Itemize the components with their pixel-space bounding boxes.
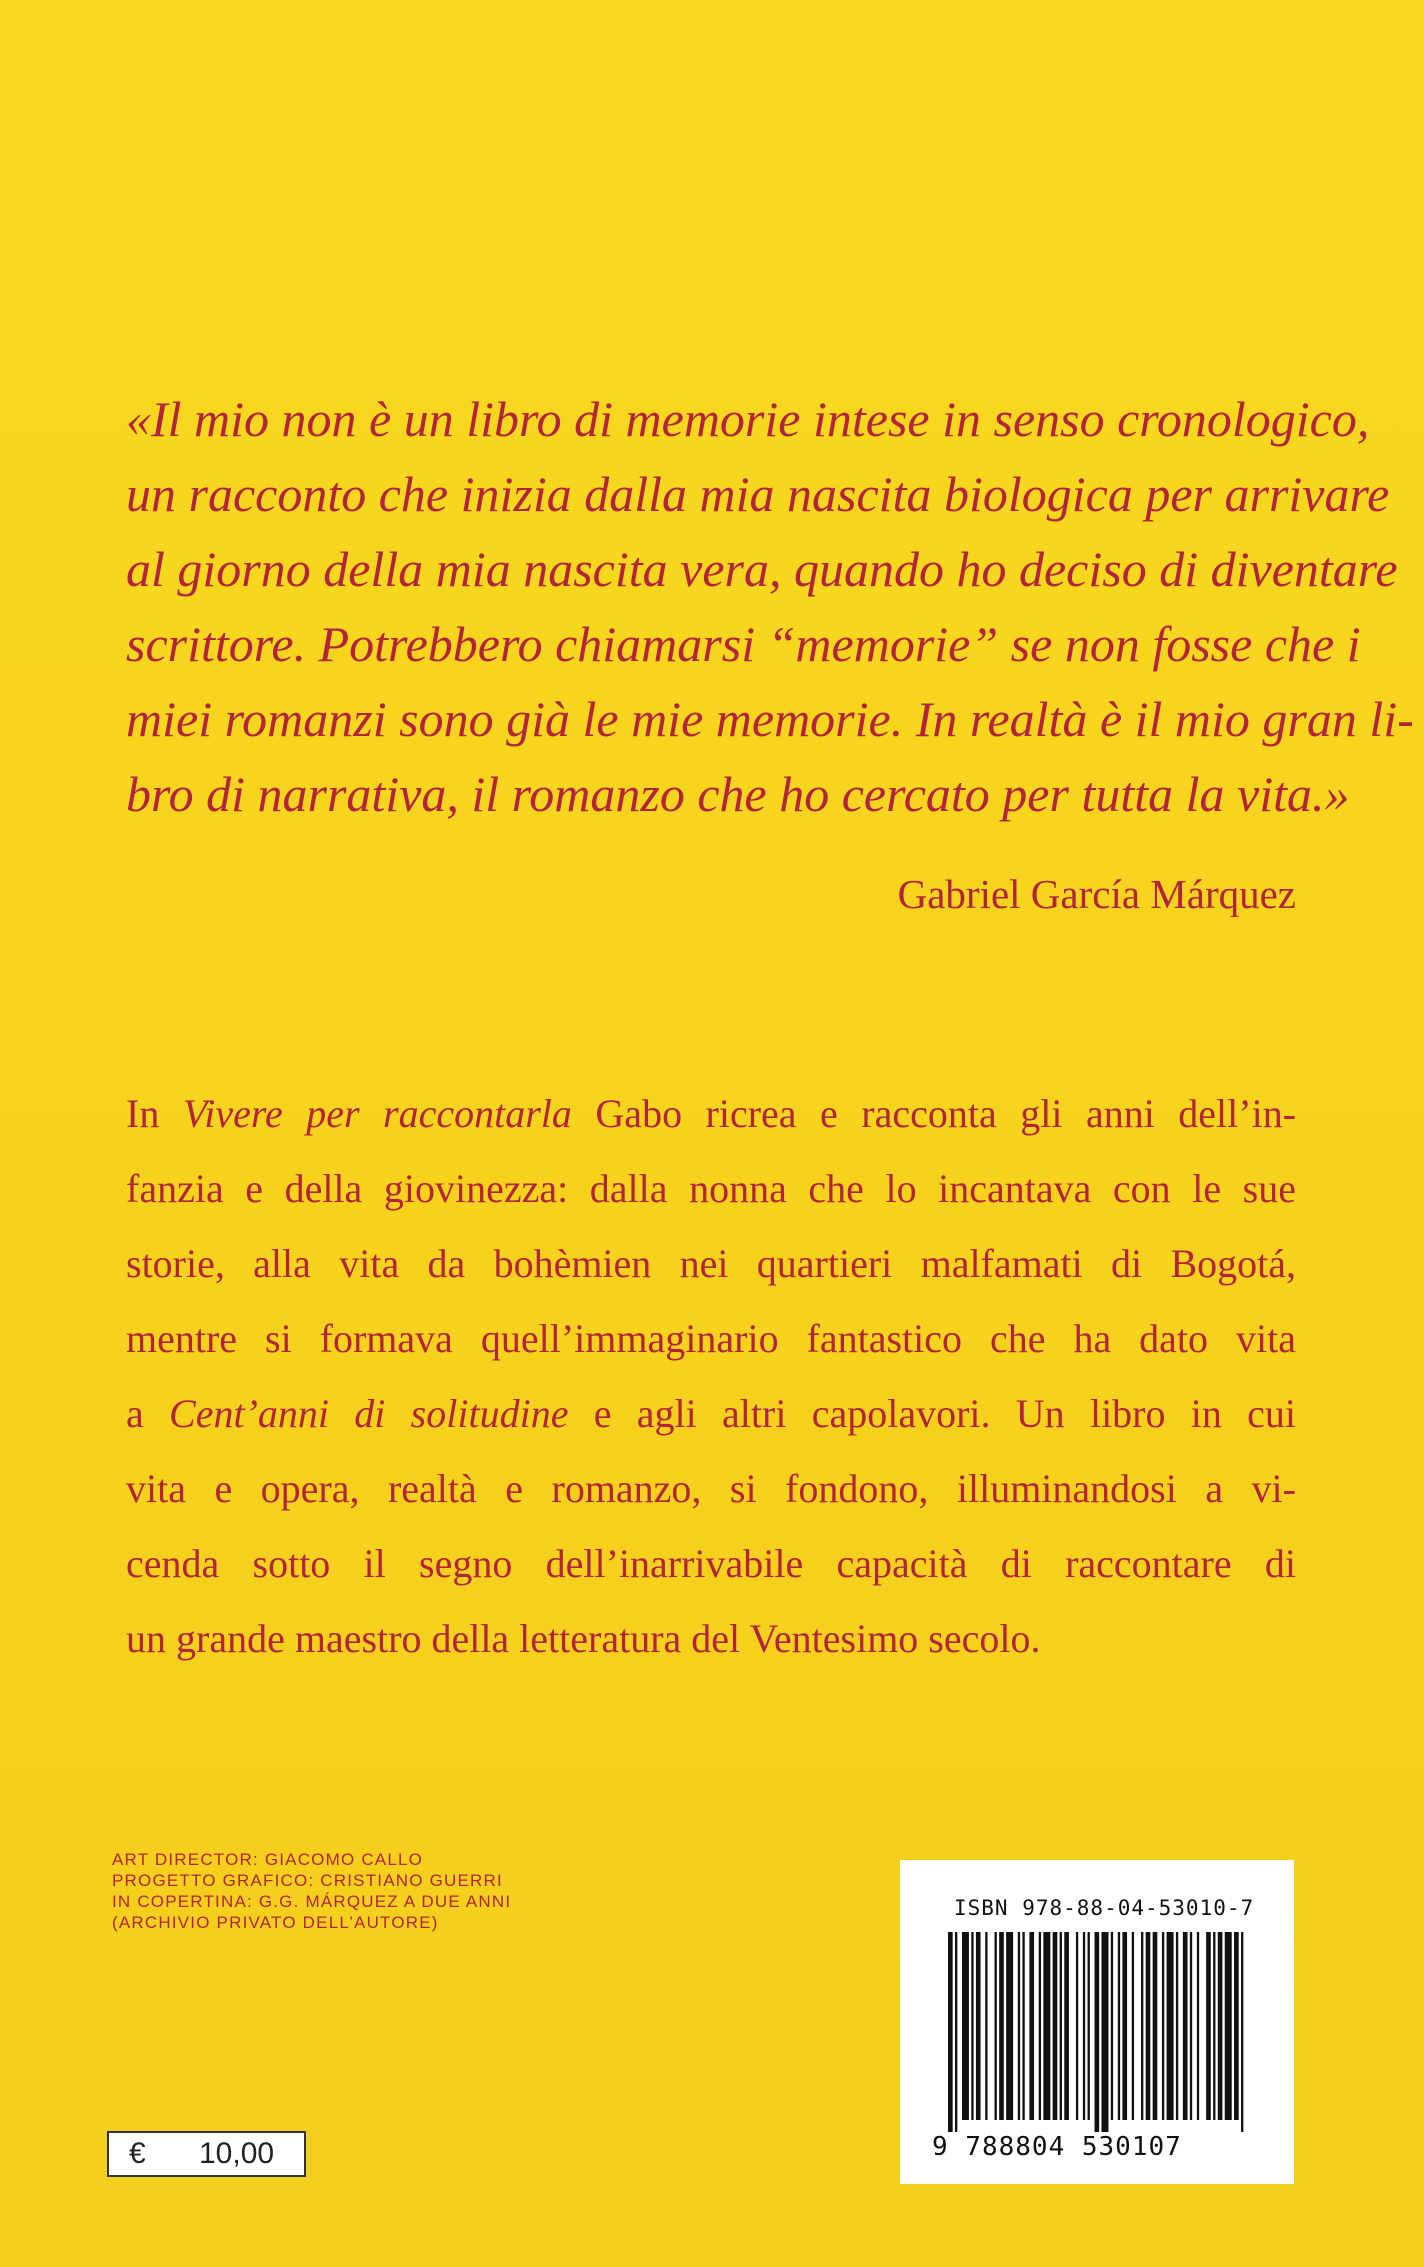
barcode-bar (985, 1932, 987, 2120)
quote-block (126, 382, 1414, 832)
barcode-bar (948, 1932, 953, 2132)
barcode-box (900, 1860, 1294, 2184)
barcode-bar (962, 1932, 969, 2120)
barcode-bar (1162, 1932, 1164, 2120)
quote-line: al giorno della mia nascita vera, quando ho deciso di diventare (126, 541, 1398, 597)
quote-line: bro di narrativa, il romanzo che ho cercato per tutta la vita.» (126, 766, 1350, 822)
barcode-bar (1064, 1932, 1069, 2120)
blurb-text: In (126, 1091, 160, 1136)
blurb-line: un grande maestro della letteratura del Ventesimo secolo. (126, 1616, 1041, 1661)
quote-line: miei romanzi sono già le mie memorie. In realtà è il mio gran li- (126, 691, 1414, 747)
barcode-bar (1218, 1932, 1223, 2120)
price-box (107, 2131, 306, 2177)
barcode-bar (1153, 1932, 1158, 2120)
barcode-bar (1176, 1932, 1178, 2120)
barcode-bar (1053, 1932, 1058, 2120)
credits (112, 1849, 511, 1933)
barcode-bar (1167, 1932, 1174, 2120)
blurb-text: a (126, 1391, 144, 1436)
barcode-bar (1241, 1932, 1243, 2132)
currency-symbol: € (129, 2137, 146, 2170)
blurb-line: storie, alla vita da bohèmien nei quartieri malfamati di Bogotá, (126, 1241, 1296, 1286)
blurb-line: vita e opera, realtà e romanzo, si fondono, illuminandosi a vi- (126, 1466, 1296, 1511)
quote-line: scrittore. Potrebbero chiamarsi “memorie” se non fosse che i (126, 616, 1361, 672)
book-title: Cent’anni di solitudine (169, 1391, 569, 1436)
credit-line: (ARCHIVIO PRIVATO DELL’AUTORE) (112, 1913, 439, 1932)
blurb-line (126, 1076, 1296, 1151)
barcode-bar (1141, 1932, 1143, 2120)
credit-line: IN COPERTINA: G.G. MÁRQUEZ A DUE ANNI (112, 1892, 512, 1911)
barcode-bar (995, 1932, 997, 2120)
price-amount: 10,00 (199, 2137, 275, 2170)
barcode-bar (1018, 1932, 1020, 2120)
barcode-bar (1206, 1932, 1211, 2120)
barcode-bar (1043, 1932, 1050, 2120)
barcode-bar (976, 1932, 981, 2120)
barcode-bar (1146, 1932, 1151, 2120)
barcode-bar (1190, 1932, 1192, 2120)
barcode-bar (1118, 1932, 1120, 2120)
blurb-line: mentre si formava quell’immaginario fantastico che ha dato vita (126, 1316, 1296, 1361)
barcode-icon (948, 1932, 1248, 2132)
quote-line: un racconto che inizia dalla mia nascita biologica per arrivare (126, 466, 1390, 522)
barcode-bar (1101, 1932, 1108, 2132)
blurb-text: e agli altri capolavori. Un libro in cui (593, 1391, 1297, 1436)
barcode-bar (999, 1932, 1004, 2120)
blurb-text: Gabo ricrea e racconta gli anni dell’in- (595, 1091, 1297, 1136)
barcode-bar (971, 1932, 973, 2120)
barcode-bar (1132, 1932, 1134, 2120)
barcode-bar (1060, 1932, 1062, 2120)
barcode-bar (1095, 1932, 1100, 2132)
barcode-bar (1234, 1932, 1239, 2120)
barcode-bar (1122, 1932, 1127, 2120)
credit-line: PROGETTO GRAFICO: CRISTIANO GUERRI (112, 1871, 503, 1890)
blurb-line (126, 1376, 1296, 1451)
barcode-bar (1083, 1932, 1085, 2120)
barcode-bar (1076, 1932, 1078, 2120)
quote-line: «Il mio non è un libro di memorie intese in senso cronologico, (126, 391, 1370, 447)
blurb-line: fanzia e della giovinezza: dalla nonna che lo incantava con le sue (126, 1166, 1296, 1211)
blurb-line: cenda sotto il segno dell’inarrivabile capacità di raccontare di (126, 1541, 1296, 1586)
barcode-bar (955, 1932, 957, 2132)
barcode-bar (1225, 1932, 1232, 2120)
barcode-bar (1022, 1932, 1024, 2120)
barcode-bar (1029, 1932, 1034, 2120)
barcode-bar (1213, 1932, 1215, 2120)
barcode-bar (1088, 1932, 1090, 2120)
quote-attribution: Gabriel García Márquez (897, 871, 1296, 917)
book-title: Vivere per raccontarla (182, 1091, 572, 1136)
barcode-bar (1183, 1932, 1188, 2120)
barcode-bar (1197, 1932, 1199, 2120)
isbn-label: ISBN 978-88-04-53010-7 (954, 1896, 1255, 1920)
credit-line: ART DIRECTOR: GIACOMO CALLO (112, 1850, 424, 1869)
ean-digits: 9 788804 530107 (932, 2132, 1182, 2162)
barcode-bar (1111, 1932, 1113, 2120)
barcode-bar (1039, 1932, 1041, 2120)
blurb-paragraph (126, 1076, 1296, 1676)
barcode-bar (1006, 1932, 1013, 2120)
